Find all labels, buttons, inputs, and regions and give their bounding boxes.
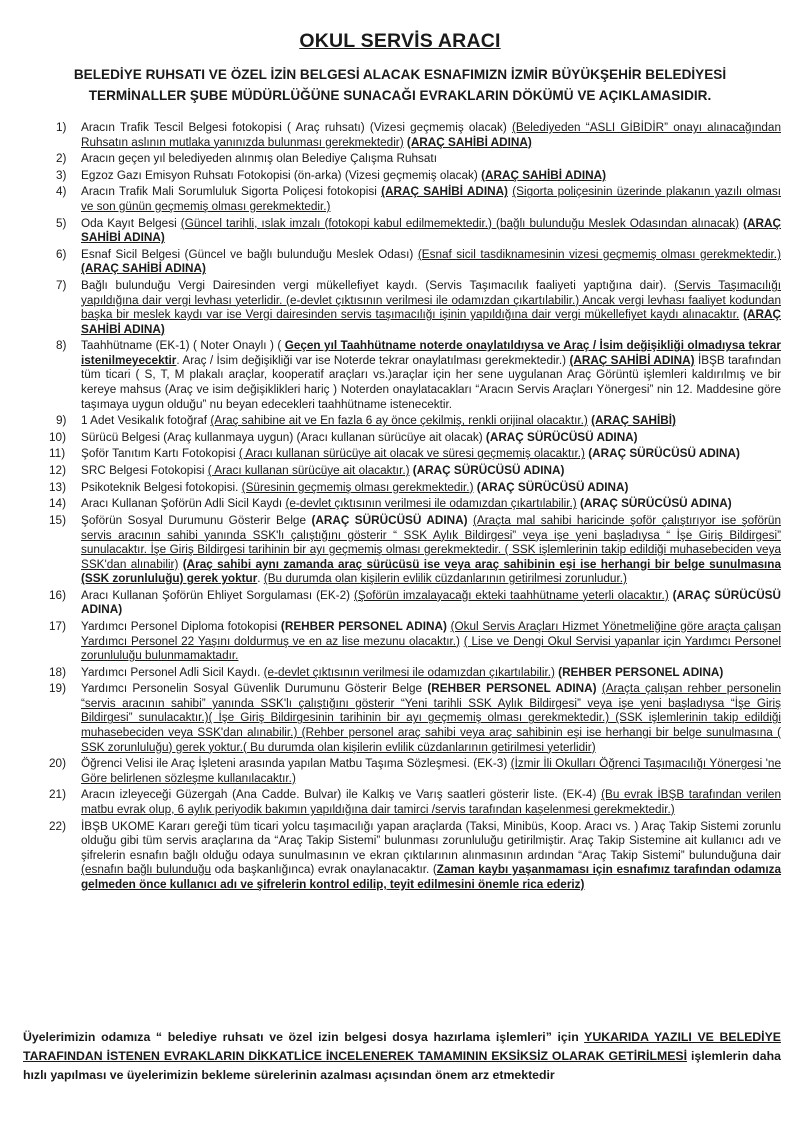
item-text (81, 414, 676, 427)
text-run: İBŞB UKOME Kararı gereği tüm ticari yolcu taşımacılığı yapan araçlarda (Taksi, Minibüs, Koop. Aracı vs. ) Araç Takip Sistemi zorunlu olduğu gibi tüm servis araçlarına da “Araç Takip Sistemi” bulunması zorunluluğu getirilmiştir. Araç Takip Sistemine ait kullanıcı adı ve şifrelerin esnafın bağlı olduğu odaya sunulmasının ve ekran çıktılarının alınmasının ardından “Araç Takip Sistemi” bulunduğuna dair (81, 819, 781, 862)
text-run: Aracın Trafik Tescil Belgesi fotokopisi ( Araç ruhsatı) (Vizesi geçmemiş olacak) (81, 121, 512, 134)
text-run: (Şoförün imzalayacağı ekteki taahhütname yeterli olacaktır.) (353, 588, 669, 602)
text-run: (ARAÇ SAHİBİ ADINA) (381, 185, 508, 199)
text-run: (ARAÇ SAHİBİ ADINA) (81, 308, 781, 336)
list-item (44, 820, 781, 893)
required-documents-list (44, 121, 781, 892)
list-item (44, 666, 781, 681)
item-number: 20) (49, 757, 66, 771)
text-run: İBŞB tarafından tüm ticari ( S, T, M plakalı araçlar, kooperatif araçları vs.)araçlar için her sene uygulanan Araç Görüntü işlemleri kaldırılmış ve bir kereye mahsus (Araç ve isim değişiklikleri hariç ) Noterden onaylatacakları “Aracın Servis Araçları Yönergesi” nin 12. Maddesine göre taşımaya uygun olduğu” nu beyan edecekleri taahhütname istenecektir. (81, 353, 782, 411)
item-number: 12) (49, 464, 66, 478)
text-run: Yardımcı Personel Diploma fotokopisi (81, 620, 281, 633)
list-item (44, 431, 781, 446)
text-run: Geçen yıl Taahhütname noterde onaylatıldıysa ve Araç / İsim değişikliği olmadıysa tekrar istenilmeyecektir (81, 339, 781, 367)
text-run: (e-devlet çıktısının verilmesi ile odamızdan çıkartılabilir.) (263, 665, 555, 679)
item-text (81, 185, 781, 213)
list-item (44, 447, 781, 462)
item-number: 14) (49, 497, 66, 511)
text-run: Yardımcı Personel Adli Sicil Kaydı. (81, 665, 264, 679)
list-item (44, 248, 781, 277)
item-number: 5) (56, 216, 67, 230)
list-item (44, 464, 781, 479)
list-item (44, 169, 781, 184)
text-run: (Bu evrak İBŞB tarafından verilen matbu evrak olup, 6 aylık periyodik bakımın yapıldığına dair tamirci /servis tarafından kaşelenmesi gerekmektedir.) (81, 788, 781, 816)
text-run: işlemlerin daha hızlı yapılması ve üyelerimizin bekleme sürelerinin azalması açısından önem arz etmektedir (23, 1049, 782, 1082)
item-text (81, 666, 723, 679)
item-text (81, 682, 781, 753)
text-run: (esnafın bağlı bulunduğu (81, 863, 212, 877)
item-text (81, 217, 781, 245)
item-number: 13) (49, 480, 66, 494)
text-run: Üyelerimizin odamıza “ belediye ruhsatı ve özel izin belgesi dosya hazırlama işlemleri” için (23, 1030, 585, 1044)
item-number: 19) (49, 682, 66, 696)
text-run: (ARAÇ SAHİBİ ADINA) (481, 168, 606, 182)
list-item (44, 152, 781, 167)
document-title: OKUL SERVİS ARACI (299, 30, 501, 52)
text-run: (Araç sahibine ait ve En fazla 6 ay önce çekilmiş, renkli orijinal olacaktır.) (210, 414, 588, 428)
text-run: (İzmir İli Okulları Öğrenci Taşımacılığı Yönergesi 'ne Göre belirlenen sözleşme kullanılacaktır.) (81, 757, 781, 785)
list-item (44, 185, 781, 214)
item-text (81, 464, 564, 477)
text-run: (e-devlet çıktısının verilmesi ile odamızdan çıkartılabilir.) (285, 497, 577, 511)
text-run: Psikoteknik Belgesi fotokopisi. (81, 480, 242, 494)
text-run: (ARAÇ SÜRÜCÜSÜ ADINA) (412, 464, 565, 478)
text-run: Aracı Kullanan Şoförün Adli Sicil Kaydı (81, 497, 286, 511)
text-run: (Belediyeden “ASLI GİBİDİR” onayı alınacağından Ruhsatın aslının mutlaka yanınızda bulunması gerekmektedir) (81, 121, 781, 149)
text-run: (ARAÇ SAHİBİ ADINA) (81, 216, 781, 245)
item-number: 15) (49, 513, 66, 527)
text-run: (Süresinin geçmemiş olması gerekmektedir.) (241, 480, 474, 494)
item-number: 11) (49, 447, 66, 461)
text-run: (ARAÇ SÜRÜCÜSÜ ADINA) (476, 480, 629, 494)
item-text (81, 152, 437, 165)
text-run: (ARAÇ SÜRÜCÜSÜ ADINA) (81, 588, 782, 617)
text-run: Aracın izleyeceği Güzergah (Ana Cadde. Bulvar) ile Kalkış ve Varış saatleri gösterir liste. (EK-4) (81, 788, 602, 802)
item-number: 8) (56, 339, 67, 353)
text-run: Öğrenci Velisi ile Araç İşleteni arasında yapılan Matbu Taşıma Sözleşmesi. (EK-3) (81, 757, 511, 771)
text-run: (ARAÇ SÜRÜCÜSÜ ADINA) (311, 513, 468, 527)
item-number: 7) (56, 279, 67, 293)
text-run: (REHBER PERSONEL ADINA) (558, 665, 724, 679)
item-text (81, 788, 781, 816)
text-run: ( Aracı kullanan sürücüye ait olacak ve süresi geçmemiş olacaktır.) (238, 447, 585, 461)
text-run: 1 Adet Vesikalık fotoğraf (81, 414, 211, 428)
text-run: (Güncel tarihli, ıslak imzalı (fotokopi kabul edilmemektedir.) (bağlı bulunduğu Meslek Odasından alınacak) (180, 216, 740, 230)
text-run: (Araç sahibi aynı zamanda araç sürücüsü ise veya araç sahibinin eşi ise herhangi bir belge sunulmasına (SSK zorunluluğu) gerek yoktur (81, 557, 781, 586)
item-number: 3) (56, 168, 67, 182)
text-run: Yardımcı Personelin Sosyal Güvenlik Durumunu Gösterir Belge (81, 682, 428, 696)
list-item (44, 339, 781, 412)
text-run: Egzoz Gazı Emisyon Ruhsatı Fotokopisi (ön-arka) (Vizesi geçmemiş olacak) (81, 168, 482, 182)
text-run: . Araç / İsim değişikliği var ise Noterde tekrar onaylatılması gerekmektedir.) (176, 353, 570, 367)
item-number: 21) (49, 788, 66, 802)
list-item (44, 788, 781, 817)
list-item (44, 481, 781, 496)
item-number: 9) (56, 414, 67, 428)
list-item (44, 757, 781, 786)
item-text (81, 431, 638, 444)
text-run: (Esnaf sicil tasdiknamesinin vizesi geçmemiş olması gerekmektedir.) (417, 247, 781, 261)
list-item (44, 414, 781, 429)
item-text (81, 589, 781, 617)
text-run: Şoför Tanıtım Kartı Fotokopisi (81, 447, 239, 461)
text-run: Aracın geçen yıl belediyeden alınmış olan Belediye Çalışma Ruhsatı (81, 152, 437, 166)
text-run: (ARAÇ SÜRÜCÜSÜ ADINA) (588, 447, 740, 461)
text-run: (Servis Taşımacılığı yapıldığına dair vergi levhası yeterlidir. (e-devlet çıktısının verilmesi ile odamızdan çıkartılabilir.) Ancak vergi levhası faaliyet kodundan başka bir meslek kaydı var ise Vergi dairesinden servis taşımacılığı işinin yapıldığına dair vergi mükellefiyet kaydı alınacaktır. (81, 279, 781, 322)
text-run: Oda Kayıt Belgesi (81, 216, 181, 230)
text-run: Taahhütname (EK-1) ( Noter Onaylı ) ( (81, 339, 285, 353)
item-text (81, 121, 781, 149)
list-item (44, 217, 781, 246)
text-run: ( Lise ve Dengi Okul Servisi yapanlar için Yardımcı Personel zorunluluğu bulunmamaktadır. (81, 634, 782, 663)
item-text (81, 481, 628, 494)
list-item (44, 121, 781, 150)
item-number: 16) (49, 588, 66, 602)
text-run: (REHBER PERSONEL ADINA) (280, 620, 447, 633)
text-run: Şoförün Sosyal Durumunu Gösterir Belge (81, 513, 312, 527)
item-number: 10) (49, 430, 66, 444)
text-run: . (257, 572, 264, 586)
footer-note (23, 1028, 781, 1085)
list-item (44, 514, 781, 587)
text-run: (ARAÇ SAHİBİ) (591, 414, 676, 428)
item-text (81, 757, 781, 785)
text-run: oda başkanlığınca) evrak onaylanacaktır. ( (211, 863, 437, 877)
text-run: SRC Belgesi Fotokopisi (81, 464, 208, 478)
text-run: Sürücü Belgesi (Araç kullanmaya uygun) (Aracı kullanan sürücüye ait olacak) (81, 430, 486, 444)
text-run: (Sigorta poliçesinin üzerinde plakanın yazılı olması ve son günün geçmemiş olması gerekmektedir.) (81, 185, 781, 214)
text-run: Esnaf Sicil Belgesi (Güncel ve bağlı bulunduğu Meslek Odası) (81, 247, 418, 261)
list-item (44, 682, 781, 755)
list-item (44, 497, 781, 512)
item-text (81, 620, 781, 662)
item-number: 1) (56, 121, 67, 134)
text-run: Zaman kaybı yaşanmaması için esnafımız tarafından odamıza gelmeden önce kullanıcı adı ve şifrelerin kontrol edilip, teyit edilmesini önemle rica ederiz) (81, 863, 782, 891)
text-run: (REHBER PERSONEL ADINA) (427, 682, 597, 696)
list-item (44, 279, 781, 337)
text-run: (Bu durumda olan kişilerin evlilik cüzdanlarının getirilmesi zorunludur.) (263, 572, 627, 586)
text-run: (ARAÇ SÜRÜCÜSÜ ADINA) (579, 497, 732, 511)
text-run: (Araçta mal sahibi haricinde şoför çalıştırıyor ise şoförün servis aracının sahibi yanında SSK'lı çalıştığını gösterir “ SSK Aylık Bildirgesi” veya işe yeni başladıysa “ İşe Giriş Bildirgesi” sunulacaktır. İşe Giriş Bildirgesi tarihinin bir ayı geçmemiş olması gerekmektedir. ( SSK işlemlerinin takip edildiği muhasebeciden veya SSK'dan alınabilir) (81, 513, 781, 571)
text-run: YUKARIDA YAZILI VE BELEDİYE TARAFINDAN İSTENEN EVRAKLARIN DİKKATLİCE İNCELENEREK TAMAMININ EKSİKSİZ OLARAK GETİRİLMESİ (23, 1030, 781, 1063)
item-text (81, 279, 781, 336)
item-number: 2) (56, 152, 67, 166)
list-item (44, 589, 781, 618)
item-text (81, 339, 781, 410)
list-item (44, 620, 781, 664)
item-text (81, 514, 781, 585)
text-run: Aracı Kullanan Şoförün Ehliyet Sorgulaması (EK-2) (81, 588, 354, 602)
item-number: 22) (49, 819, 66, 833)
text-run: Aracın Trafik Mali Sorumluluk Sigorta Poliçesi fotokopisi (81, 185, 382, 199)
item-text (81, 248, 781, 276)
document-subtitle: BELEDİYE RUHSATI VE ÖZEL İZİN BELGESİ ALACAK ESNAFIMIZN İZMİR BÜYÜKŞEHİR BELEDİYESİ TERMİNALLER ŞUBE MÜDÜRLÜĞÜNE SUNACAĞI EVRAKLARIN DÖKÜMÜ VE AÇIKLAMASIDIR. (73, 67, 727, 103)
item-text (81, 497, 732, 510)
item-number: 4) (56, 185, 67, 199)
item-number: 17) (49, 620, 66, 633)
text-run: (ARAÇ SÜRÜCÜSÜ ADINA) (485, 430, 638, 444)
item-number: 6) (56, 247, 67, 261)
item-number: 18) (49, 665, 66, 679)
text-run: ( Aracı kullanan sürücüye ait olacaktır.) (207, 464, 410, 478)
text-run: (Okul Servis Araçları Hizmet Yönetmeliğine göre araçta çalışan Yardımcı Personel 22 Yaşını doldurmuş ve en az lise mezunu olacaktır.) (81, 620, 782, 648)
text-run: (ARAÇ SAHİBİ ADINA) (81, 262, 206, 276)
item-text (81, 820, 781, 891)
text-run: (ARAÇ SAHİBİ ADINA) (569, 353, 695, 367)
text-run: Bağlı bulunduğu Vergi Dairesinden vergi mükellefiyet kaydı. (Servis Taşımacılık faaliyeti yaptığına dair). (81, 279, 675, 293)
item-text (81, 169, 606, 182)
text-run: (ARAÇ SAHİBİ ADINA) (406, 135, 532, 149)
item-text (81, 447, 740, 460)
text-run: (Araçta çalışan rehber personelin “servis aracının sahibi” yanında SSK'lı çalıştığını gösterir “Yeni tarihli SSK Aylık Bildirgesi” veya işe yeni başladıysa “İşe Giriş Bildirgesi” sunulacaktır.)( İşe Giriş Bildirgesinin tarihinin bir ayı geçmemiş olması gerekmektedir.) (SSK işlemlerinin takip edildiği muhasebeciden veya SSK'dan alınabilir.) (Rehber personel araç sahibi veya araç sahibinin eşi ise herhangi bir belge sunulmasına ( SSK zorunluluğu) gerek yoktur.( Bu durumda olan kişilerin evlilik cüzdanlarının getirilmesi yeterlidir) (81, 682, 782, 754)
